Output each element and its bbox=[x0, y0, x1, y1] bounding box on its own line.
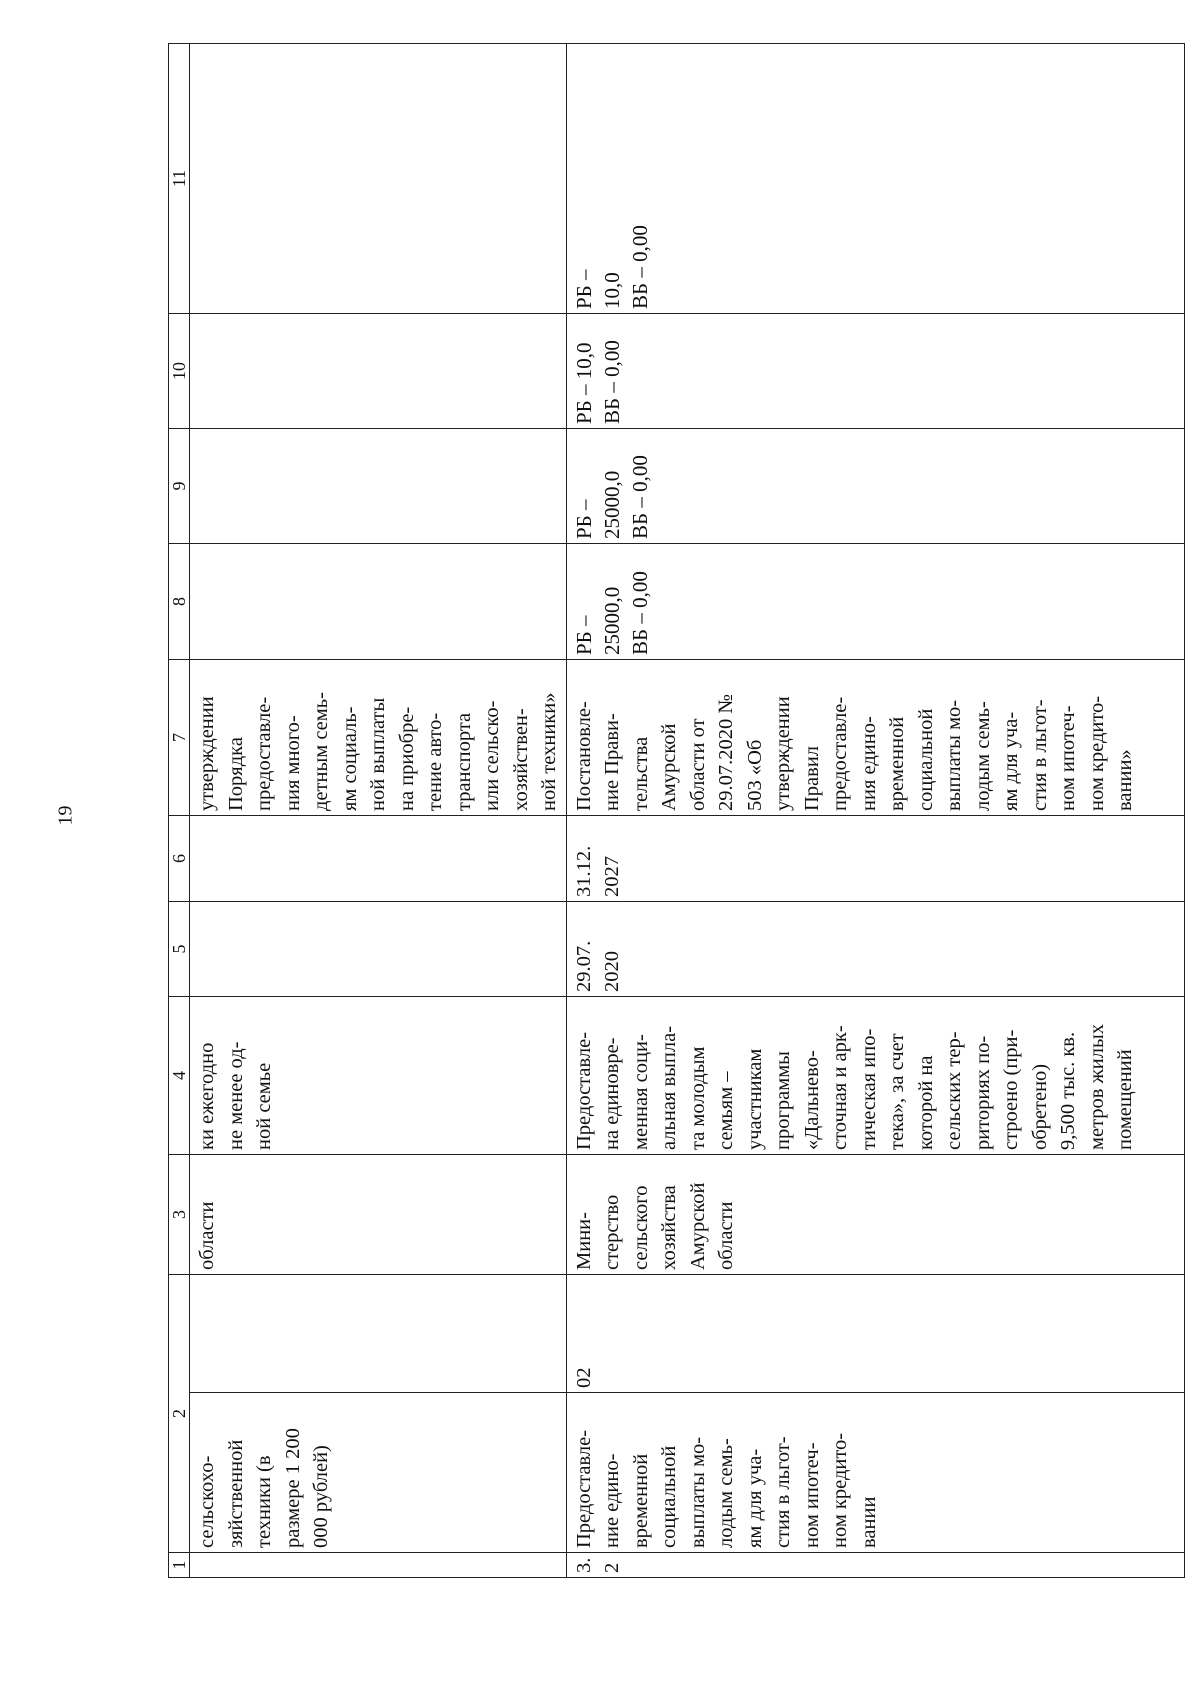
cell-result: Предоставле- на единовре- менная соци- альная выпла- та молодым семьям – участникам программы «Дальнево- сточная и арк- тическая ипо- тека», за счет которой на сельских тер- риториях по- строено (при- обретено) 9,500 тыс. кв. метров жилых помещений bbox=[566, 997, 1184, 1155]
cell-funding-10: РБ – 10,0 ВБ – 0,00 bbox=[566, 314, 1184, 429]
cell-funding-11 bbox=[190, 44, 567, 314]
cell-number: 3.2 bbox=[566, 1553, 1184, 1578]
cell-end-date: 31.12. 2027 bbox=[566, 816, 1184, 902]
cell-funding-8 bbox=[190, 544, 567, 660]
table-row bbox=[566, 44, 1184, 1578]
cell-funding-9 bbox=[190, 429, 567, 544]
cell-event-name: Предоставле- ние едино- временной социальной выплаты мо- лодым семь- ям для уча- стия в льгот- ном ипотеч- ном кредито- вании bbox=[566, 1393, 1184, 1553]
cell-event-name: сельскохо- зяйственной техники (в размере 1 200 000 рублей) bbox=[190, 1393, 567, 1553]
rotated-table-wrapper bbox=[168, 44, 1158, 1578]
col-header-4: 4 bbox=[169, 997, 190, 1155]
cell-code bbox=[190, 1275, 567, 1393]
page-number bbox=[52, 795, 80, 835]
col-header-9: 9 bbox=[169, 429, 190, 544]
cell-funding-8: РБ – 25000,0 ВБ – 0,00 bbox=[566, 544, 1184, 660]
col-header-1: 1 bbox=[169, 1553, 190, 1578]
program-table bbox=[168, 43, 1185, 1578]
cell-start-date bbox=[190, 902, 567, 997]
header-row bbox=[169, 44, 190, 1578]
col-header-8: 8 bbox=[169, 544, 190, 660]
col-header-5: 5 bbox=[169, 902, 190, 997]
table-row bbox=[190, 44, 567, 1578]
cell-responsible: области bbox=[190, 1155, 567, 1275]
cell-funding-11: РБ – 10,0 ВБ – 0,00 bbox=[566, 44, 1184, 314]
cell-result: ки ежегодно не менее од- ной семье bbox=[190, 997, 567, 1155]
cell-funding-10 bbox=[190, 314, 567, 429]
cell-number bbox=[190, 1553, 567, 1578]
cell-responsible: Мини- стерство сельского хозяйства Амурской области bbox=[566, 1155, 1184, 1275]
cell-legal-act: Постановле- ние Прави- тельства Амурской области от 29.07.2020 № 503 «Об утверждении Правил предоставле- ния едино- временной социальной выплаты мо- лодым семь- ям для уча- стия в льгот- ном ипотеч- ном кредито- вании» bbox=[566, 660, 1184, 816]
col-header-7: 7 bbox=[169, 660, 190, 816]
cell-funding-9: РБ – 25000,0 ВБ – 0,00 bbox=[566, 429, 1184, 544]
col-header-2: 2 bbox=[169, 1275, 190, 1553]
cell-end-date bbox=[190, 816, 567, 902]
cell-legal-act: утверждении Порядка предоставле- ния много- детным семь- ям социаль- ной выплаты на приобре- тение авто- транспорта или сельско- хозяйствен- ной техники» bbox=[190, 660, 567, 816]
col-header-6: 6 bbox=[169, 816, 190, 902]
cell-start-date: 29.07. 2020 bbox=[566, 902, 1184, 997]
cell-code: 02 bbox=[566, 1275, 1184, 1393]
col-header-3: 3 bbox=[169, 1155, 190, 1275]
col-header-11: 11 bbox=[169, 44, 190, 314]
page-number-text: 19 bbox=[54, 805, 77, 825]
col-header-10: 10 bbox=[169, 314, 190, 429]
